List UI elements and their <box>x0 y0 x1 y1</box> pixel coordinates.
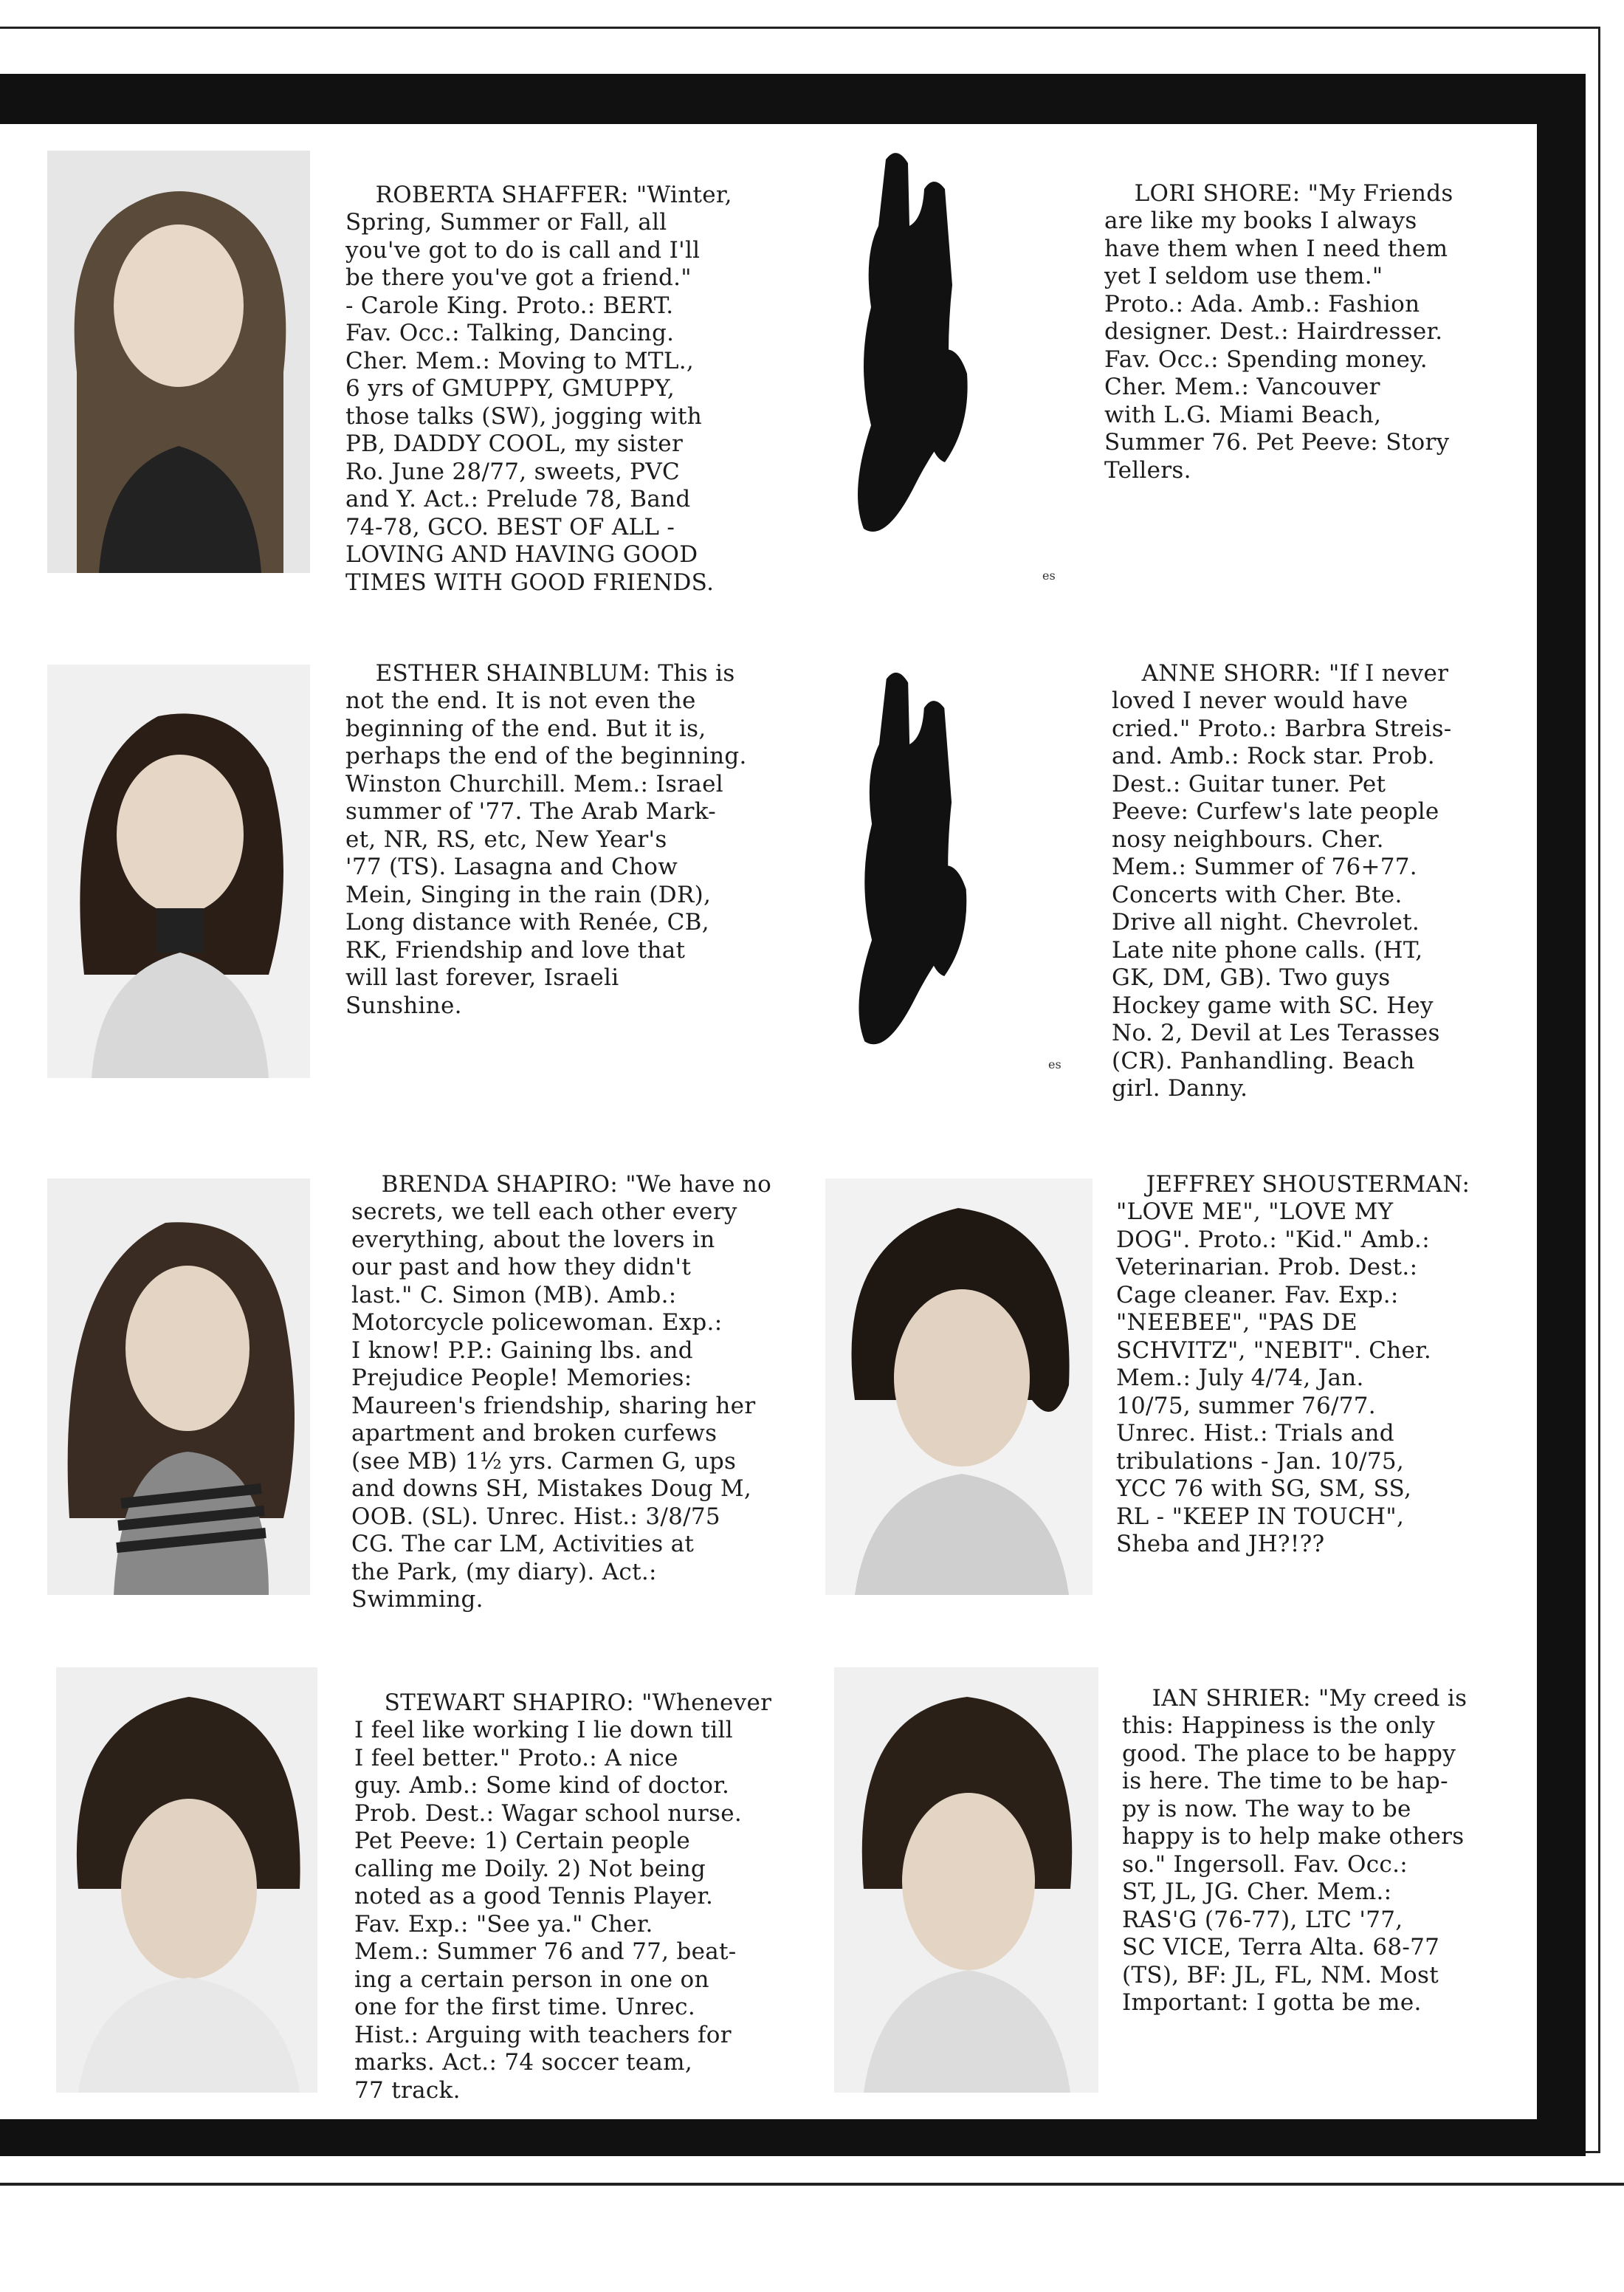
portrait-photo-jeffrey-shousterman <box>825 1178 1093 1595</box>
placeholder-silhouette-anne-shorr <box>842 665 989 1056</box>
portrait-photo-ian-shrier <box>834 1667 1098 2093</box>
portrait-photo-stewart-shapiro <box>56 1667 317 2093</box>
bio-text: "Winter, Spring, Summer or Fall, all you've got to do is call and I'll be there you've got a friend." - Carole King. Proto.: BERT. Fav. Occ.: Talking, Dancing. Cher. Mem.: Moving to MTL., 6 yrs of GMUPPY, GMUPPY, those talks (SW), jogging with PB, DADDY COOL, my sister Ro. June 28/77, sweets, PVC and Y. Act.: Prelude 78, Band 74-78, GCO. BEST OF ALL - LOVING AND HAVING GOOD TIMES WITH GOOD FRIENDS. <box>345 181 732 596</box>
student-name: IAN SHRIER: <box>1152 1684 1311 1712</box>
bio-text: "My creed is this: Happiness is the only good. The place to be happy is here. The time to be hap- py is now. The way to be happy is to help make others so." Ingersoll. Fav. Occ.: ST, JL, JG. Cher. Mem.: RAS'G (76-77), LTC '77, SC VICE, Terra Alta. 68-77 (TS), BF: JL, FL, NM. Most Important: I gotta be me. <box>1122 1684 1468 2016</box>
bio-text: "Whenever I feel like working I lie down till I feel better." Proto.: A nice guy. Amb.: Some kind of doctor. Prob. Dest.: Wagar school nurse. Pet Peeve: 1) Certain people calling me Doily. 2) Not being noted as a good Tennis Player. Fav. Exp.: "See ya." Cher. Mem.: Summer 76 and 77, beat- ing a certain person in one on one for the first time. Unrec. Hist.: Arguing with teachers for marks. Act.: 74 soccer team, 77 track. <box>354 1689 772 2104</box>
bio-esther-shainblum <box>345 632 774 1048</box>
bio-jeffrey-shousterman <box>1116 1143 1530 1586</box>
bio-ian-shrier <box>1122 1657 1535 2045</box>
bio-text: "My Friends are like my books I always have them when I need them yet I seldom use them." Proto.: Ada. Amb.: Fashion designer. Dest.: Hairdresser. Fav. Occ.: Spending money. Cher. Mem.: Vancouver with L.G. Miami Beach, Summer 76. Pet Peeve: Story Tellers. <box>1104 179 1453 484</box>
student-name: LORI SHORE: <box>1134 179 1301 207</box>
bio-anne-shorr <box>1112 632 1525 1130</box>
student-name: ROBERTA SHAFFER: <box>375 181 629 208</box>
bio-stewart-shapiro <box>354 1661 790 2133</box>
portrait-photo-roberta-shaffer <box>47 151 310 573</box>
artist-mark: es <box>1042 569 1056 583</box>
student-name: STEWART SHAPIRO: <box>384 1689 634 1716</box>
portrait-photo-esther-shainblum <box>47 665 310 1078</box>
artist-mark: es <box>1048 1057 1062 1071</box>
student-name: BRENDA SHAPIRO: <box>381 1170 619 1198</box>
bio-text: This is not the end. It is not even the beginning of the end. But it is, perhaps the end of the beginning. Winston Churchill. Mem.: Israel summer of '77. The Arab Mark- et, NR, RS, etc, New Year's '77 (TS). Lasagna and Chow Mein, Singing in the rain (DR), Long distance with Renée, CB, RK, Friendship and love that will last forever, Israeli Sunshine. <box>345 659 747 1019</box>
bio-roberta-shaffer <box>345 154 766 625</box>
bio-brenda-shapiro <box>351 1143 780 1641</box>
bio-text: "We have no secrets, we tell each other every everything, about the lovers in our past and how they didn't last." C. Simon (MB). Amb.: Motorcycle policewoman. Exp.: I know! P.P.: Gaining lbs. and Prejudice People! Memories: Maureen's friendship, sharing her apartment and broken curfews (see MB) 1½ yrs. Carmen G, ups and downs SH, Mistakes Doug M, OOB. (SL). Unrec. Hist.: 3/8/75 CG. The car LM, Activities at the Park, (my diary). Act.: Swimming. <box>351 1170 772 1613</box>
placeholder-silhouette-lori-shore <box>842 145 989 543</box>
bio-text: "If I never loved I never would have cried." Proto.: Barbra Streis- and. Amb.: Rock star. Prob. Dest.: Guitar tuner. Pet Peeve: Curfew's late people nosy neighbours. Cher. Mem.: Summer of 76+77. Concerts with Cher. Bte. Drive all night. Chevrolet. Late nite phone calls. (HT, GK, DM, GB). Two guys Hockey game with SC. Hey No. 2, Devil at Les Terasses (CR). Panhandling. Beach girl. Danny. <box>1112 659 1452 1102</box>
student-name: ANNE SHORR: <box>1141 659 1321 687</box>
bottom-rule <box>0 2183 1624 2186</box>
bio-lori-shore <box>1104 152 1518 512</box>
bio-text: "LOVE ME", "LOVE MY DOG". Proto.: "Kid." Amb.: Veterinarian. Prob. Dest.: Cage cleaner. Fav. Exp.: "NEEBEE", "PAS DE SCHVITZ", "NEBIT". Cher. Mem.: July 4/74, Jan. 10/75, summer 76/77. Unrec. Hist.: Trials and tribulations - Jan. 10/75, YCC 76 with SG, SM, SS, RL - "KEEP IN TOUCH", Sheba and JH?!?? <box>1116 1198 1431 1557</box>
portrait-photo-brenda-shapiro <box>47 1178 310 1595</box>
student-name: JEFFREY SHOUSTERMAN: <box>1146 1170 1470 1198</box>
student-name: ESTHER SHAINBLUM: <box>375 659 651 687</box>
